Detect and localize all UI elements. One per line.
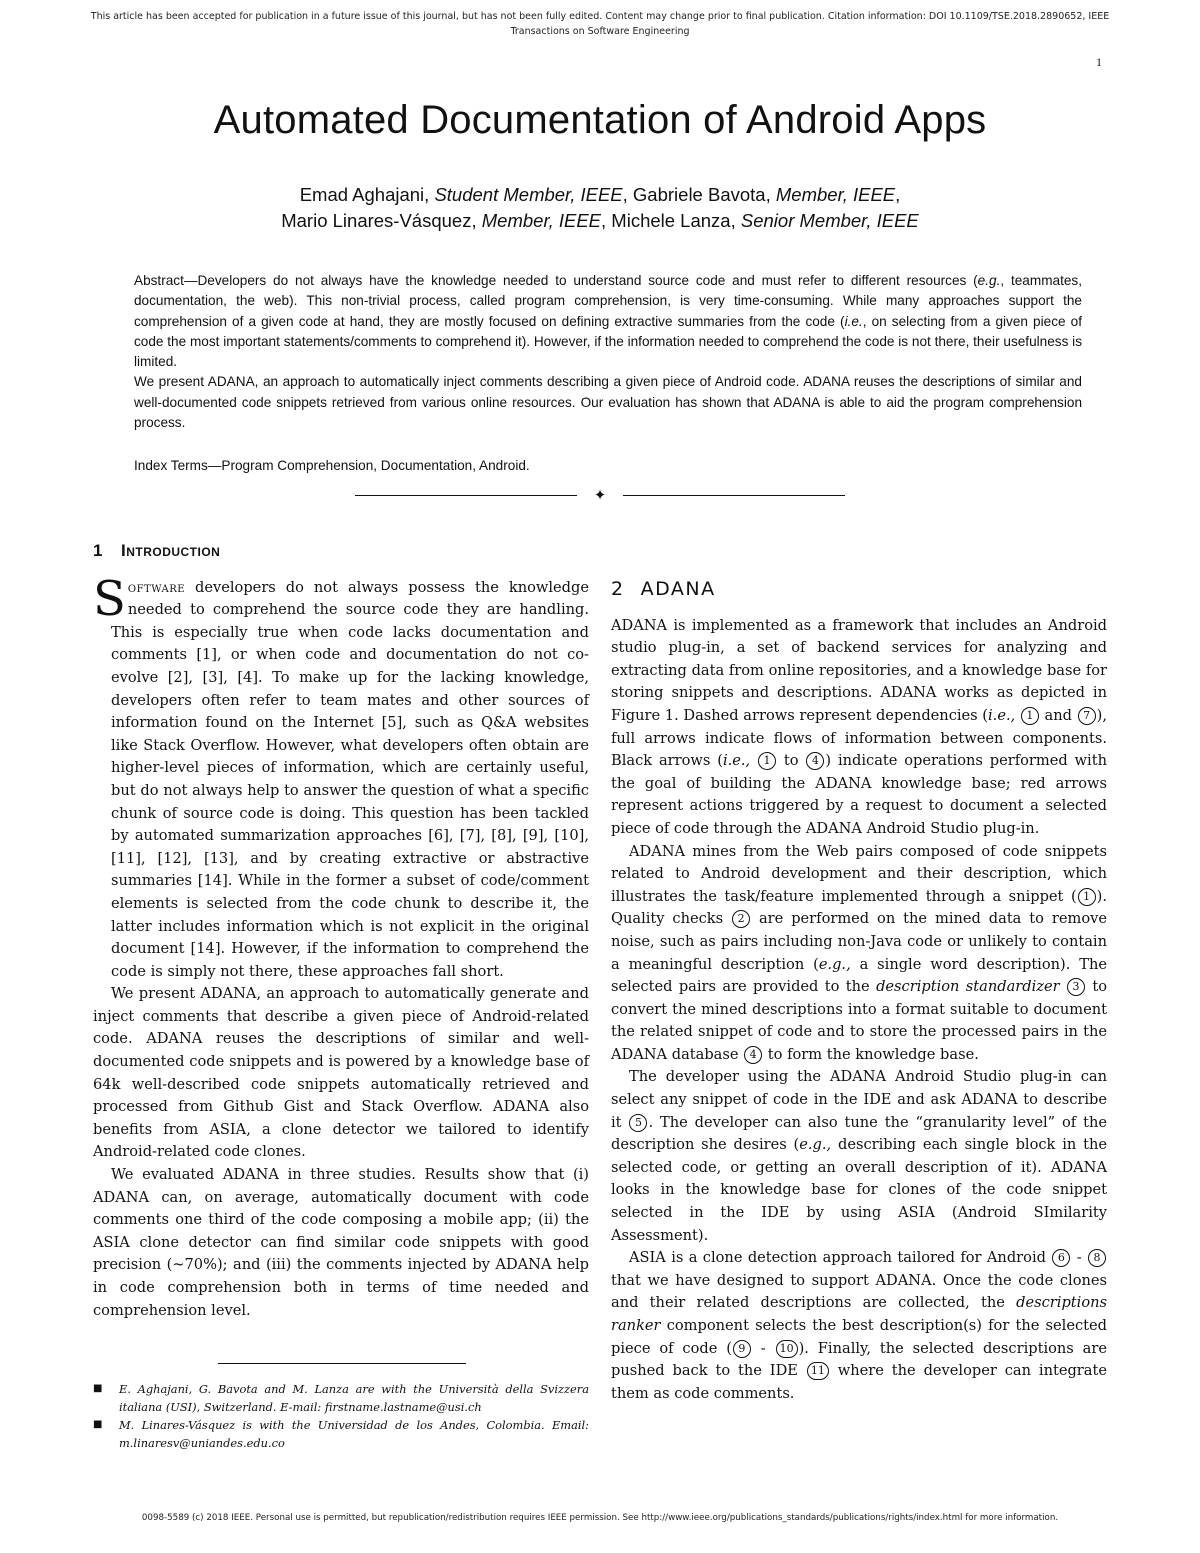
adana-text: that we have designed to support ADANA. Once the code clones and their related descriptions are collected, the: [611, 1271, 1107, 1312]
abstract: [134, 271, 1082, 433]
marker-11: 11: [807, 1362, 829, 1380]
right-column: [611, 578, 1107, 1405]
divider-diamond-icon: ✦: [593, 486, 607, 504]
left-column: [93, 540, 589, 1322]
author-name: Michele Lanza: [611, 210, 731, 231]
adana-paragraph-2: [611, 841, 1107, 1067]
adana-text: and: [1039, 706, 1077, 724]
footnote-text: E. Aghajani, G. Bavota and M. Lanza are with the Università della Svizzera italiana (USI), Switzerland. E-mail: firstname.lastname@usi.ch: [119, 1382, 589, 1414]
author-name: Gabriele Bavota: [632, 184, 766, 205]
intro-paragraph-2: We present ADANA, an approach to automatically generate and inject comments that describe a given piece of Android-related code. ADANA reuses the descriptions of similar and well-documented code snippets and is powered by a knowledge base of 64k well-described code snippets automatically retrieved and processed from Github Gist and Stack Overflow. ADANA also benefits from ASIA, a clone detector we tailored to identify Android-related code clones.: [93, 985, 589, 1161]
section-1-number: 1: [93, 541, 103, 560]
adana-text: ASIA is a clone detection approach tailored for Android: [629, 1249, 1052, 1267]
adana-text: where the developer can integrate them as code comments.: [611, 1362, 1107, 1402]
author-name: Mario Linares-Vásquez: [281, 210, 472, 231]
intro-paragraph-3: We evaluated ADANA in three studies. Results show that (i) ADANA can, on average, automatically document with code comments one third of the code composing a mobile app; (ii) the ASIA clone detector can find similar code snippets with good precision (~70%); and (iii) the comments injected by ADANA help in code comprehension both in terms of time needed and comprehension level.: [93, 1166, 589, 1319]
marker-3: 3: [1067, 978, 1085, 996]
footnote-affiliation-usi: [93, 1380, 589, 1416]
index-terms: [134, 456, 1082, 476]
abstract-text: —Developers do not always have the knowledge needed to understand source code and must refer to different resources (: [183, 273, 978, 288]
first-word-rest: oftware: [127, 578, 186, 596]
footnotes: [93, 1380, 589, 1452]
notice-line-1: This article has been accepted for publication in a future issue of this journal, but has not been fully edited. Content may change prior to final publication. Citation information: DOI 10.1109/TSE.2018.2890652, IEEE: [90, 11, 1110, 22]
marker-9: 9: [733, 1340, 751, 1358]
marker-7: 7: [1078, 707, 1096, 725]
intro-paragraph-1: [93, 570, 589, 984]
marker-6: 6: [1052, 1249, 1070, 1267]
intro-text: developers do not always possess the knowledge needed to comprehend the source code they are handling. This is especially true when code lacks documentation and comments [1], or when code and documentation do not co-evolve [2], [3], [4]. To make up for the lacking knowledge, developers often refer to team mates and other sources of information found on the Internet [5], such as Q&A websites like Stack Overflow. However, what developers often obtain are higher-level pieces of information, which are certainly useful, but do not always help to answer the question of what a specific chunk of source code is doing. This question has been tackled by automated summarization approaches [6], [7], [8], [9], [10], [11], [12], [13], and by creating extractive or abstractive summaries [14]. While in the former a subset of code/comment elements is selected from the code chunk to describe it, the latter includes information which is not explicit in the original document [14]. However, if the information to comprehend the code is simply not there, these approaches fall short.: [111, 578, 589, 980]
footnote-bullet: ■: [93, 1419, 103, 1430]
adana-text: ADANA mines from the Web pairs composed of code snippets related to Android development and their description, which illustrates the task/feature implemented through a snippet (: [611, 842, 1107, 905]
footnote-text: M. Linares-Vásquez is with the Universidad de los Andes, Colombia. Email: m.linaresv@uniandes.edu.co: [119, 1418, 589, 1450]
adana-text: component selects the best description(s) for the selected piece of code (: [611, 1317, 1107, 1357]
adana-text: to: [777, 752, 806, 770]
author-line-2: Mario Linares-Vásquez, Member, IEEE, Michele Lanza, Senior Member, IEEE: [281, 210, 919, 231]
marker-4: 4: [744, 1046, 762, 1064]
marker-1: 1: [1021, 707, 1039, 725]
marker-8: 8: [1088, 1249, 1106, 1267]
page-number: 1: [1096, 55, 1102, 69]
adana-text: ADANA is implemented as a framework that includes an Android studio plug-in, a set of backend services for analyzing and extracting data from online repositories, and a knowledge base for storing snippets and descriptions. ADANA works as depicted in Figure 1. Dashed arrows represent dependencies (: [611, 616, 1107, 724]
copyright-footer: 0098-5589 (c) 2018 IEEE. Personal use is permitted, but republication/redistribution requires IEEE permission. See http://www.ieee.org/publications_standards/publications/rights/index.html for more information.: [141, 1513, 1059, 1523]
publication-notice: [0, 9, 1200, 39]
paper-title: Automated Documentation of Android Apps: [213, 98, 987, 142]
section-2-title: ADANA: [640, 578, 716, 600]
index-terms-label: Index Terms: [134, 458, 208, 473]
author-name: Emad Aghajani: [299, 184, 425, 205]
footnote-bullet: ■: [93, 1383, 103, 1394]
section-2-number: 2: [611, 578, 625, 600]
adana-eg: e.g.,: [799, 1136, 832, 1154]
adana-text: ). Finally, the selected descriptions are pushed back to the IDE: [611, 1339, 1107, 1380]
adana-paragraph-3: [611, 1066, 1107, 1247]
abstract-eg: e.g.: [977, 273, 1001, 288]
description-standardizer-term: description standardizer: [876, 978, 1060, 996]
abstract-text: , teammates, documentation, the web). This non-trivial process, called program comprehension, is very time-consuming. While many approaches support the comprehension of a given code at hand, they are mostly focused on defining extractive summaries from the code (: [134, 273, 1082, 329]
adana-eg: e.g.,: [818, 955, 851, 973]
adana-ie: i.e.,: [722, 752, 751, 770]
dropcap: S: [93, 570, 126, 627]
marker-5: 5: [629, 1114, 647, 1132]
adana-paragraph-4: [611, 1247, 1107, 1405]
abstract-paragraph-1: [134, 271, 1082, 372]
footnote-rule: [218, 1363, 466, 1364]
divider-line-right: [623, 495, 845, 496]
adana-text: . The developer can also tune the “granularity level” of the description she desires (: [611, 1113, 1108, 1154]
author-list: [0, 182, 1200, 234]
descriptions-ranker-term: descriptions ranker: [611, 1294, 1107, 1334]
adana-text: to convert the mined descriptions into a format suitable to document the related snippet of code and to store the processed pairs in the ADANA database: [611, 978, 1107, 1063]
abstract-text: , on selecting from a given piece of code the most important statements/comments to comprehend it). However, if the information needed to comprehend the code is not there, their usefulness is limited.: [134, 313, 1082, 370]
marker-10: 10: [776, 1340, 798, 1358]
adana-text: ). Quality checks: [611, 887, 1107, 928]
index-terms-text: —Program Comprehension, Documentation, Android.: [207, 458, 530, 473]
section-divider: [355, 486, 845, 504]
footnote-affiliation-uniandes: [93, 1416, 589, 1452]
abstract-paragraph-2: We present ADANA, an approach to automatically inject comments describing a given piece of Android code. ADANA reuses the descriptions of similar and well-documented code snippets retrieved from various online resources. Our evaluation has shown that ADANA is able to aid the program comprehension process.: [134, 374, 1082, 431]
adana-text: ) indicate operations performed with the goal of building the ADANA knowledge base; red arrows represent actions triggered by a request to document a selected piece of code through the ADANA Android Studio plug-in.: [611, 752, 1107, 837]
adana-text: describing each single block in the selected code, or getting an overall description of it). ADANA looks in the knowledge base for clones of the code snippet selected in the IDE by using ASIA (Android SImilarity Assessment).: [611, 1136, 1108, 1244]
adana-paragraph-1: [611, 615, 1107, 841]
author-role: Member, IEEE: [775, 184, 896, 205]
section-2-heading: [611, 578, 1107, 601]
adana-text: The developer using the ADANA Android Studio plug-in can select any snippet of code in the IDE and ask ADANA to describe it: [611, 1068, 1107, 1131]
adana-text: are performed on the mined data to remove noise, such as pairs including non-Java code or unlikely to contain a meaningful description (: [611, 910, 1107, 973]
abstract-label: Abstract: [134, 273, 184, 288]
author-line-1: Emad Aghajani, Student Member, IEEE, Gabriele Bavota, Member, IEEE,: [299, 184, 901, 205]
adana-dash: -: [751, 1339, 775, 1357]
adana-text: a single word description). The selected pairs are provided to the: [611, 955, 1108, 996]
adana-dash: -: [1071, 1249, 1087, 1267]
adana-text: ), full arrows indicate flows of information between components. Black arrows (: [611, 706, 1107, 770]
abstract-ie: i.e.: [844, 313, 863, 329]
marker-1: 1: [758, 752, 776, 770]
author-role: Student Member, IEEE: [434, 184, 623, 205]
marker-4: 4: [806, 752, 824, 770]
adana-ie: i.e.,: [988, 706, 1016, 724]
section-1-title: Introduction: [120, 541, 221, 560]
marker-1: 1: [1078, 888, 1096, 906]
notice-line-2: Transactions on Software Engineering: [510, 26, 690, 37]
marker-2: 2: [732, 910, 750, 928]
author-role: Senior Member, IEEE: [740, 210, 919, 231]
author-role: Member, IEEE: [481, 210, 602, 231]
section-1-heading: [93, 540, 589, 563]
divider-line-left: [355, 495, 577, 496]
adana-text: to form the knowledge base.: [763, 1045, 979, 1063]
